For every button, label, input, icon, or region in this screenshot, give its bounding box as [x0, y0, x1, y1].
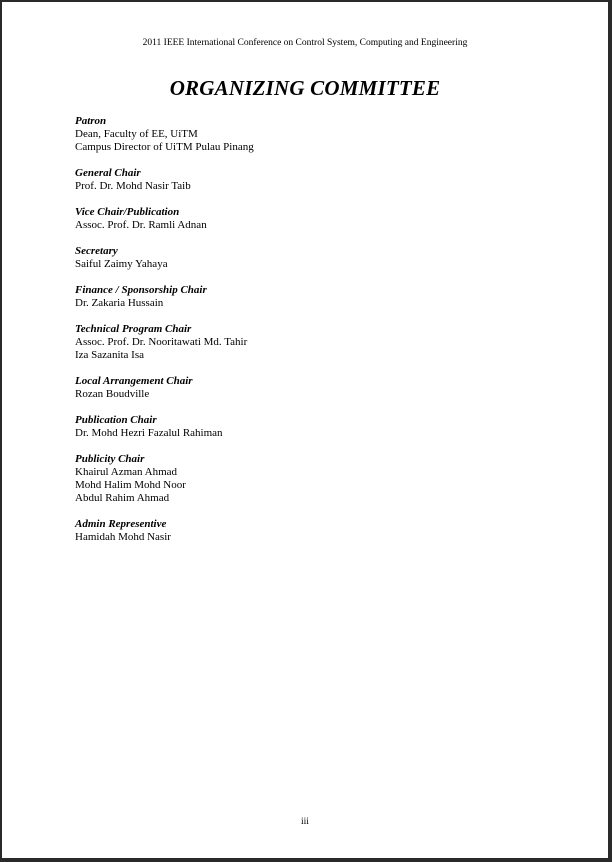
role-admin-representive: [75, 518, 254, 544]
role-publicity-chair: [75, 453, 254, 505]
member-name: Saiful Zaimy Yahaya: [75, 258, 168, 270]
role-title: Local Arrangement Chair: [75, 375, 193, 387]
member-name: Abdul Rahim Ahmad: [75, 492, 170, 504]
member-name: Assoc. Prof. Dr. Ramli Adnan: [75, 219, 207, 231]
member-name: Rozan Boudville: [75, 388, 150, 400]
role-secretary: [75, 245, 254, 271]
role-title: Admin Representive: [75, 518, 167, 530]
member-name: Prof. Dr. Mohd Nasir Taib: [75, 180, 191, 192]
member-name: Dr. Zakaria Hussain: [75, 297, 164, 309]
role-title: General Chair: [75, 167, 141, 179]
role-title: Publication Chair: [75, 414, 157, 426]
role-title: Secretary: [75, 245, 118, 257]
member-name: Dr. Mohd Hezri Fazalul Rahiman: [75, 427, 223, 439]
role-vice-chair-publication: [75, 206, 254, 232]
role-publication-chair: [75, 414, 254, 440]
member-name: Hamidah Mohd Nasir: [75, 531, 171, 543]
role-title: Patron: [75, 115, 107, 127]
role-title: Finance / Sponsorship Chair: [75, 284, 207, 296]
role-title: Technical Program Chair: [75, 323, 192, 335]
member-name: Mohd Halim Mohd Noor: [75, 479, 186, 491]
page-title: ORGANIZING COMMITTEE: [169, 76, 441, 100]
member-name: Dean, Faculty of EE, UiTM: [75, 128, 198, 140]
document-page: [2, 2, 608, 858]
running-header: 2011 IEEE International Conference on Control System, Computing and Engineering: [142, 38, 468, 48]
role-title: Publicity Chair: [75, 453, 145, 465]
member-name: Iza Sazanita Isa: [75, 349, 145, 361]
page-number: iii: [301, 817, 309, 827]
member-name: Assoc. Prof. Dr. Nooritawati Md. Tahir: [75, 336, 248, 348]
member-name: Khairul Azman Ahmad: [75, 466, 178, 478]
role-patron: [75, 115, 254, 154]
role-title: Vice Chair/Publication: [75, 206, 180, 218]
role-general-chair: [75, 167, 254, 193]
role-technical-program-chair: [75, 323, 254, 362]
role-finance-sponsorship-chair: [75, 284, 254, 310]
committee-list: [75, 115, 254, 557]
member-name: Campus Director of UiTM Pulau Pinang: [75, 141, 254, 153]
role-local-arrangement-chair: [75, 375, 254, 401]
